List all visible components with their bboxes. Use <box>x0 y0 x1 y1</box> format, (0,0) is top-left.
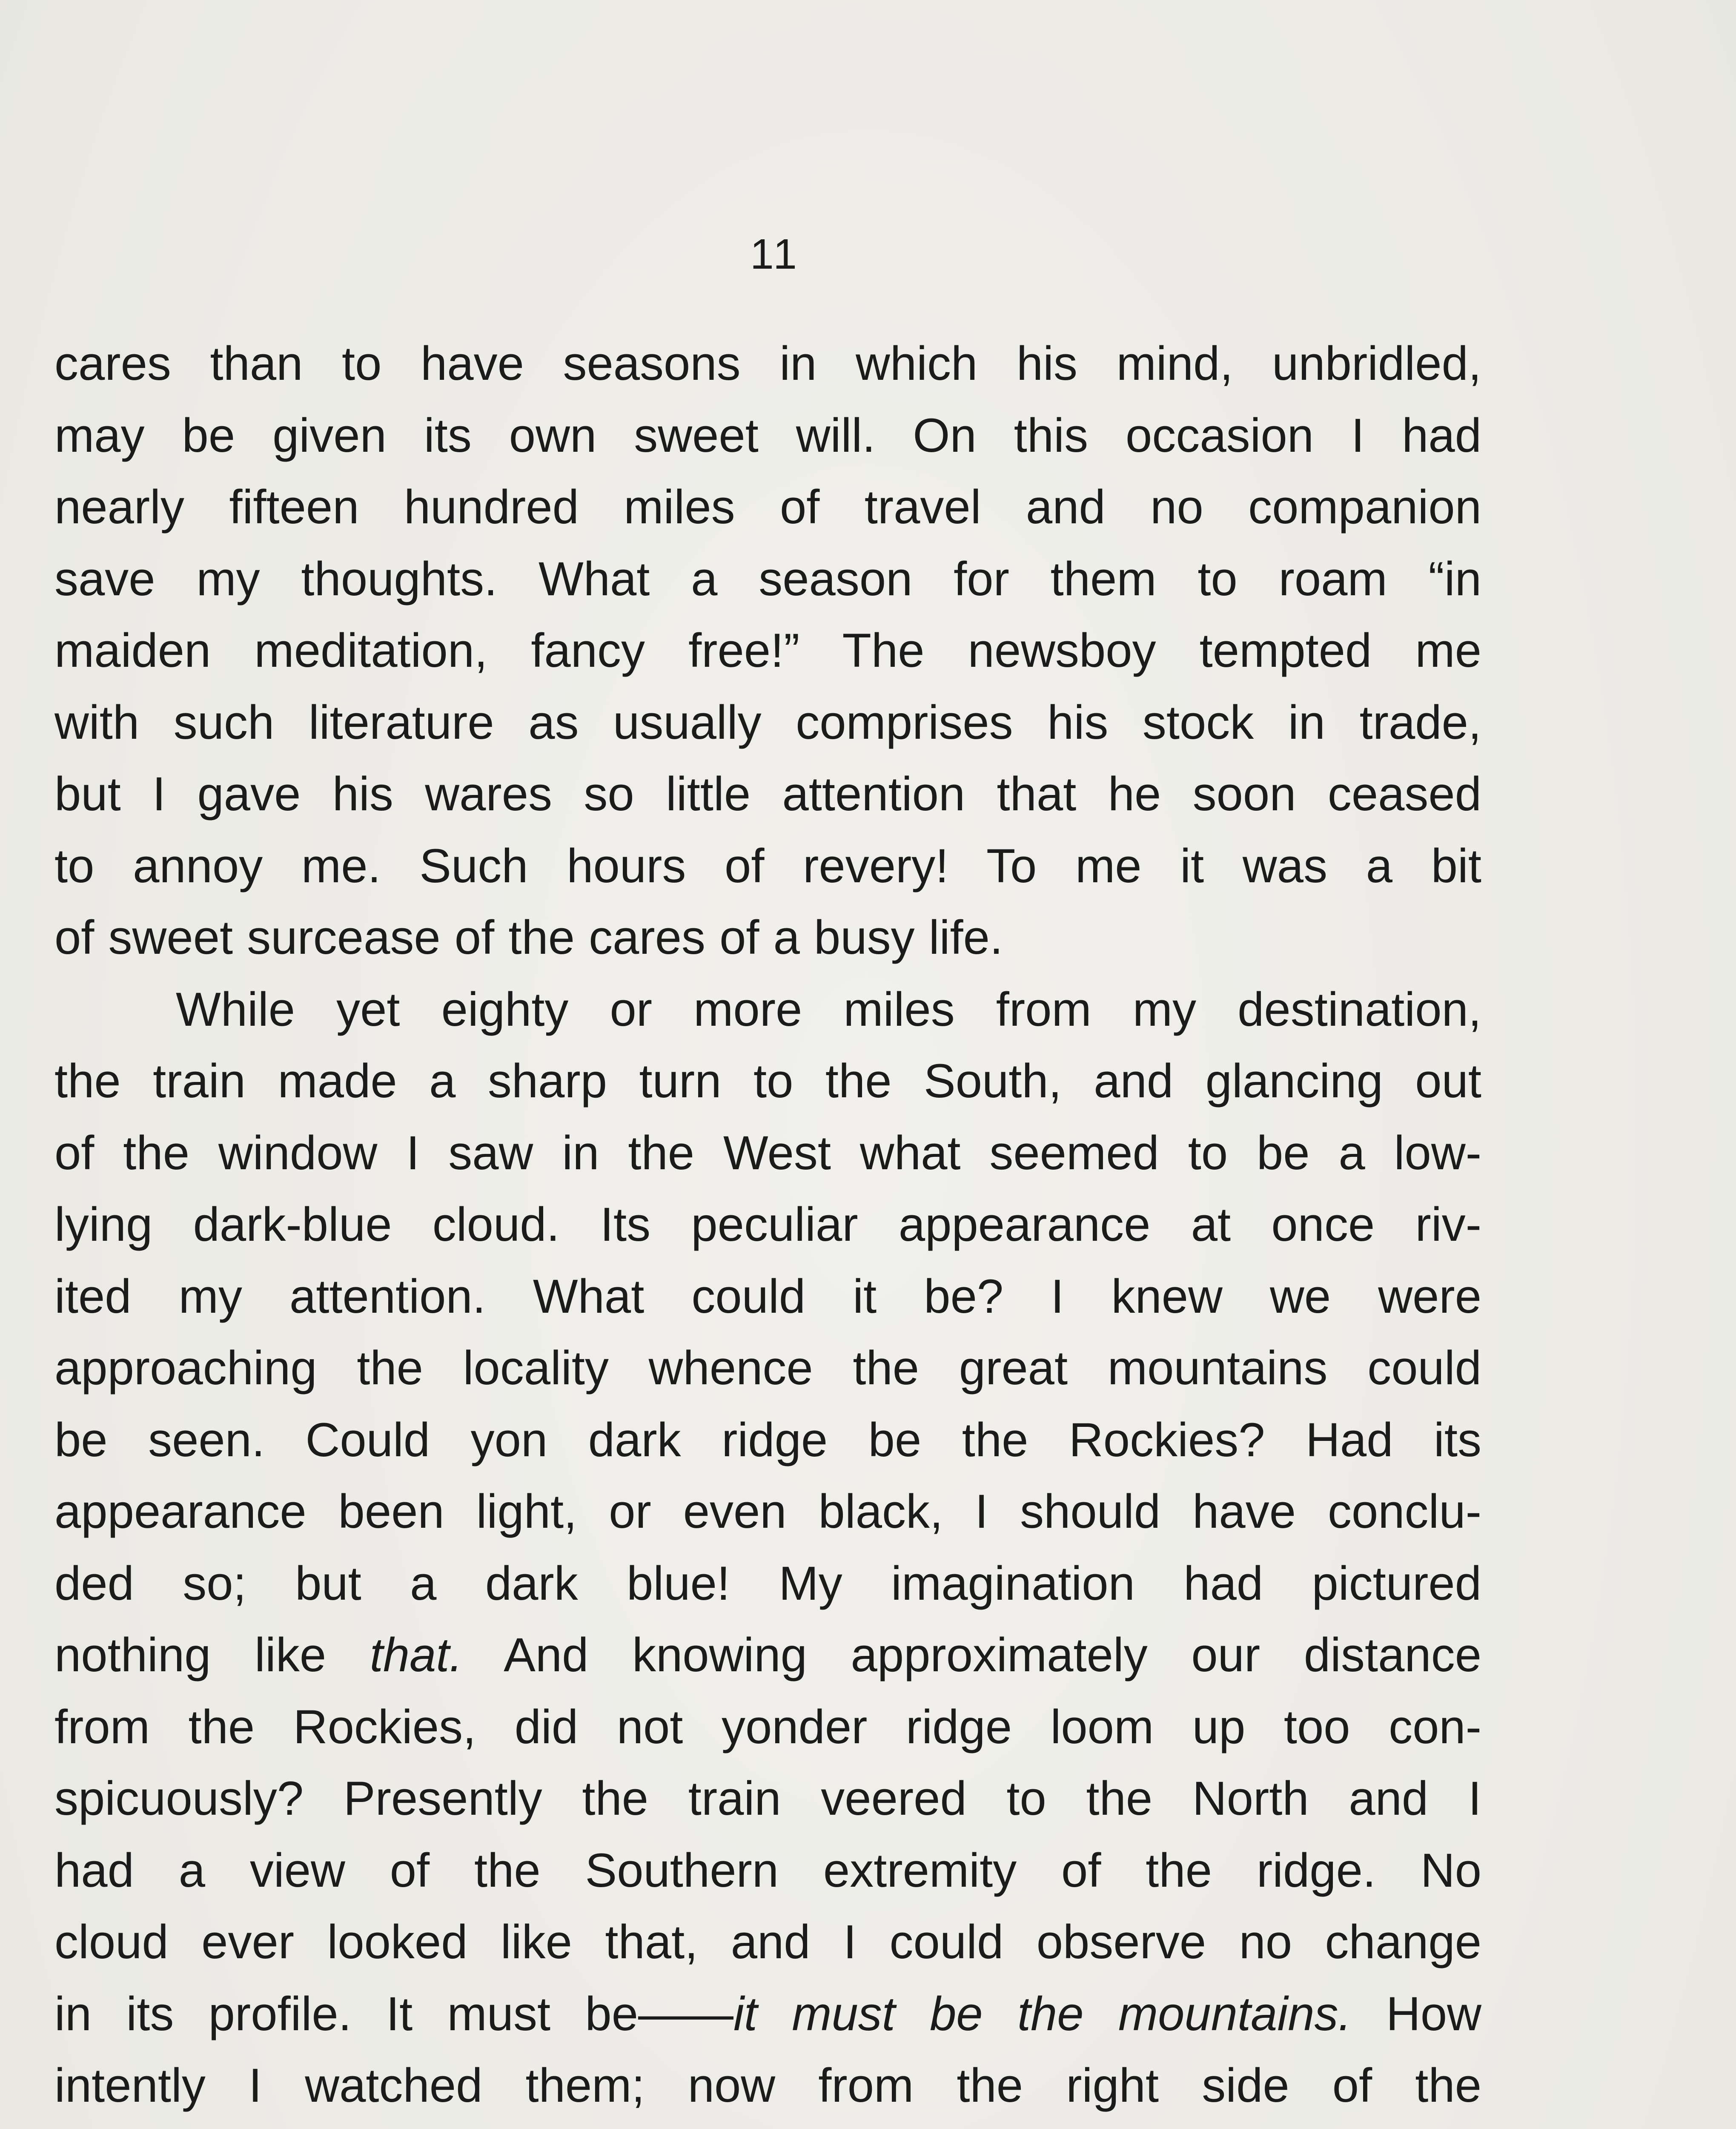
line-text: of the window I saw in the West what seemed to be a low- <box>54 1126 1481 1179</box>
text-line <box>54 758 1481 830</box>
text-line <box>54 1619 1481 1691</box>
text-line <box>54 543 1481 615</box>
line-text: nearly fifteen hundred miles of travel and no companion <box>54 480 1481 534</box>
text-line <box>54 471 1481 543</box>
text-line <box>54 1261 1481 1333</box>
line-text: from the Rockies, did not yonder ridge loom up too con- <box>54 1700 1481 1753</box>
line-text: ded so; but a dark blue! My imagination had pictured <box>54 1556 1481 1610</box>
line-text: in its profile. It must be—— <box>54 1987 733 2040</box>
text-line <box>54 1978 1481 2050</box>
line-text: approaching the locality whence the great mountains could <box>54 1341 1481 1394</box>
text-line <box>54 1404 1481 1476</box>
body-text <box>54 328 1481 2129</box>
line-text: of sweet surcease of the cares of a busy life. <box>54 911 1003 964</box>
line-text: the train made a sharp turn to the South, and glancing out <box>54 1054 1481 1108</box>
italic-text: it must be the mountains. <box>733 1987 1352 2040</box>
line-text: lying dark-blue cloud. Its peculiar appearance at once riv- <box>54 1198 1481 1251</box>
line-text: to annoy me. Such hours of revery! To me it was a bit <box>54 839 1481 892</box>
text-line <box>54 1763 1481 1835</box>
text-line <box>54 1476 1481 1548</box>
line-text: ited my attention. What could it be? I knew we were <box>54 1269 1481 1323</box>
line-text: but I gave his wares so little attention that he soon ceased <box>54 767 1481 821</box>
text-line <box>54 1045 1481 1117</box>
line-text: had a view of the Southern extremity of the ridge. No <box>54 1843 1481 1897</box>
line-text: intently I watched them; now from the right side of the <box>54 2059 1481 2112</box>
text-line <box>54 1117 1481 1189</box>
line-text: spicuously? Presently the train veered to the North and I <box>54 1772 1481 1825</box>
page-number: 11 <box>750 230 799 278</box>
line-text: While yet eighty or more miles from my destination, <box>176 982 1481 1036</box>
text-line <box>54 1332 1481 1404</box>
line-text: appearance been light, or even black, I should have conclu- <box>54 1485 1481 1538</box>
line-text: cares than to have seasons in which his mind, unbridled, <box>54 337 1481 390</box>
text-line <box>54 687 1481 759</box>
text-line <box>54 1189 1481 1261</box>
line-text: maiden meditation, fancy free!” The newsboy tempted me <box>54 624 1481 677</box>
text-line <box>54 615 1481 687</box>
line-text: be seen. Could yon dark ridge be the Rockies? Had its <box>54 1413 1481 1466</box>
text-line <box>54 974 1481 1046</box>
text-line <box>54 830 1481 902</box>
italic-text: that. <box>370 1628 463 1681</box>
text-line <box>54 1835 1481 1907</box>
line-text: How <box>1351 1987 1482 2040</box>
text-line <box>54 902 1481 974</box>
text-line <box>54 328 1481 400</box>
line-text: And knowing approximately our distance <box>462 1628 1482 1681</box>
line-text: may be given its own sweet will. On this occasion I had <box>54 408 1481 462</box>
text-line <box>54 1906 1481 1978</box>
text-line <box>54 2050 1481 2122</box>
line-text: with such literature as usually comprises his stock in trade, <box>54 695 1481 749</box>
line-text: save my thoughts. What a season for them to roam “in <box>54 552 1481 605</box>
text-line <box>54 1691 1481 1763</box>
text-line <box>54 400 1481 472</box>
line-text: nothing like <box>54 1628 370 1681</box>
text-line <box>54 1548 1481 1620</box>
text-line <box>54 2122 1481 2129</box>
line-text: cloud ever looked like that, and I could observe no change <box>54 1915 1481 1968</box>
